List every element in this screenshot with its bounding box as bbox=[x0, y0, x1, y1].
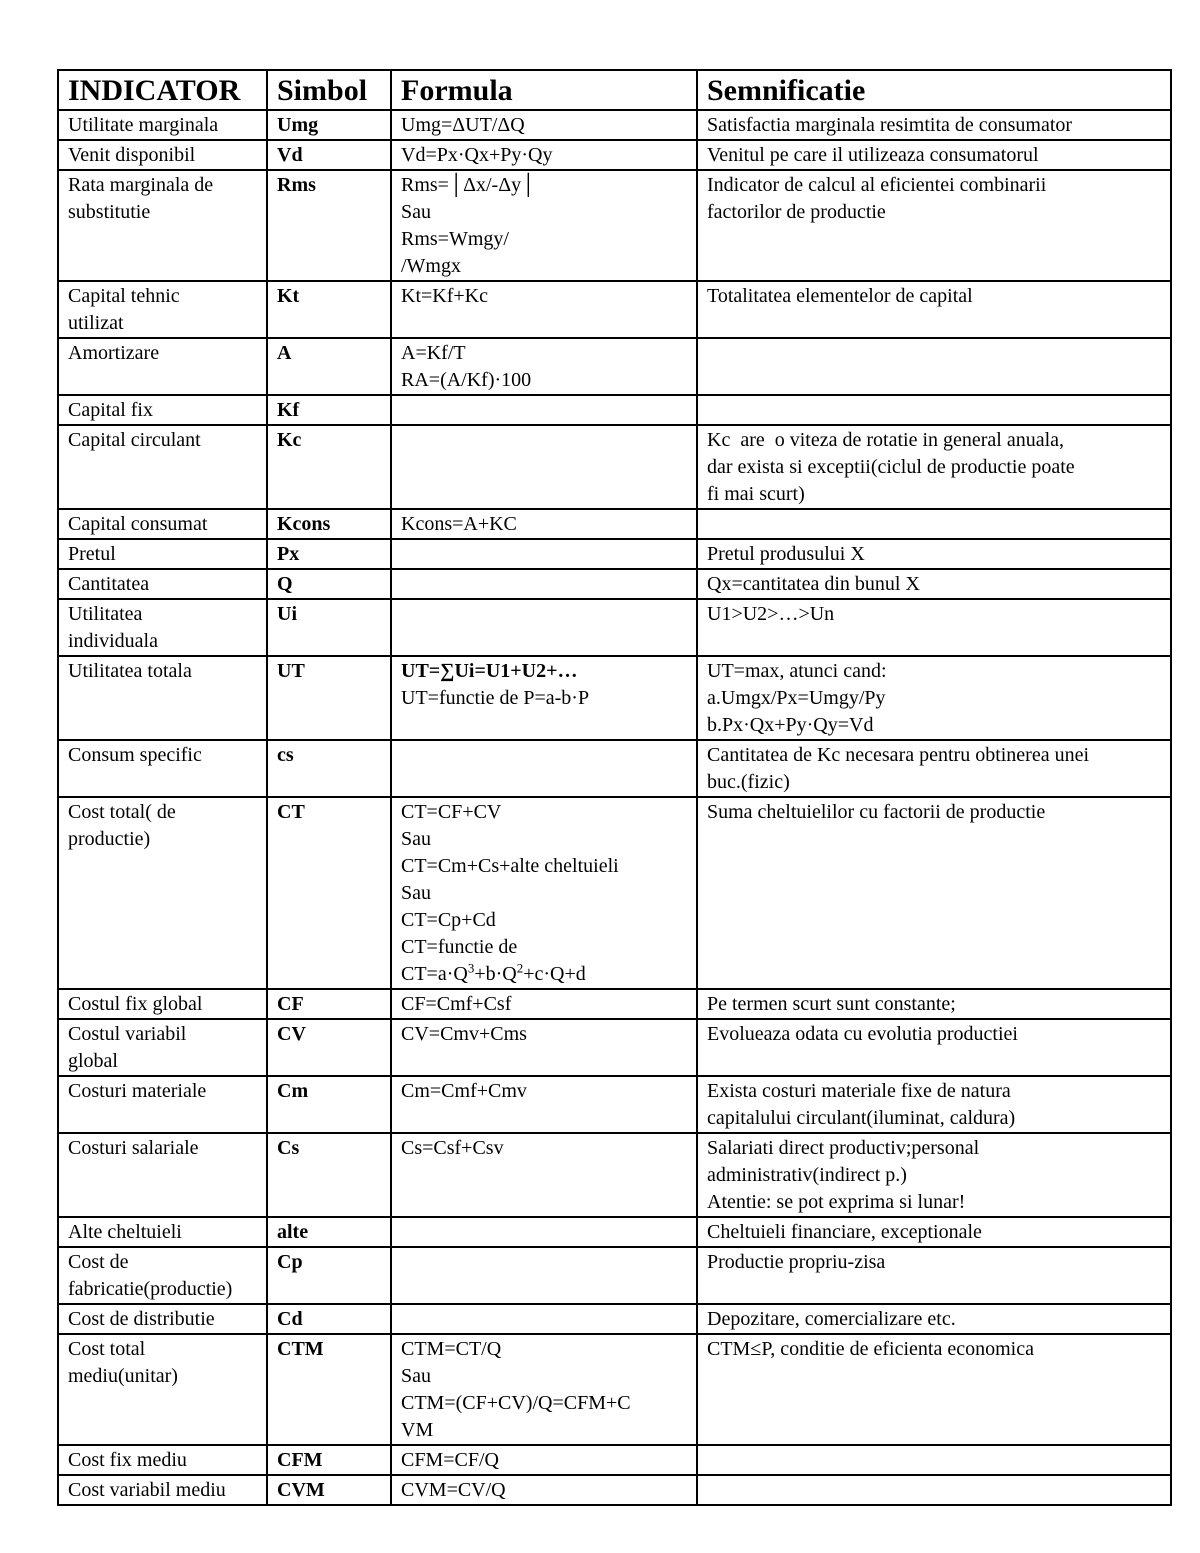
indicator-cell: Cost de fabricatie(productie) bbox=[58, 1247, 267, 1304]
formula-line: UT=functie de P=a-b·P bbox=[401, 687, 590, 709]
symbol-cell: A bbox=[267, 338, 391, 395]
meaning-cell: Qx=cantitatea din bunul X bbox=[697, 569, 1171, 599]
indicator-cell: Costuri salariale bbox=[58, 1133, 267, 1217]
meaning-cell: Pe termen scurt sunt constante; bbox=[697, 989, 1171, 1019]
table-row bbox=[58, 539, 1171, 569]
table-row bbox=[58, 1304, 1171, 1334]
meaning-cell: Satisfactia marginala resimtita de consumator bbox=[697, 110, 1171, 140]
formula-cell bbox=[391, 1247, 697, 1304]
table-row bbox=[58, 395, 1171, 425]
indicator-cell: Costul fix global bbox=[58, 989, 267, 1019]
formula-cell: Kt=Kf+Kc bbox=[391, 281, 697, 338]
formula-cell: Rms=│Δx/-Δy│ Sau Rms=Wmgy/ /Wmgx bbox=[391, 170, 697, 281]
indicator-cell: Cost fix mediu bbox=[58, 1445, 267, 1475]
indicator-cell: Utilitatea totala bbox=[58, 656, 267, 740]
table-row bbox=[58, 599, 1171, 656]
table-row bbox=[58, 338, 1171, 395]
formula-part: +c·Q+d bbox=[523, 963, 586, 985]
indicator-cell: Cost de distributie bbox=[58, 1304, 267, 1334]
meaning-cell: U1>U2>…>Un bbox=[697, 599, 1171, 656]
formula-cell bbox=[391, 539, 697, 569]
header-formula: Formula bbox=[391, 70, 697, 110]
table-row bbox=[58, 170, 1171, 281]
symbol-cell: Cs bbox=[267, 1133, 391, 1217]
indicator-cell: Consum specific bbox=[58, 740, 267, 797]
indicator-cell: Capital circulant bbox=[58, 425, 267, 509]
symbol-cell: CVM bbox=[267, 1475, 391, 1505]
meaning-cell: Suma cheltuielilor cu factorii de productie bbox=[697, 797, 1171, 989]
table-row bbox=[58, 110, 1171, 140]
symbol-cell: Kf bbox=[267, 395, 391, 425]
table-row bbox=[58, 140, 1171, 170]
meaning-cell bbox=[697, 1445, 1171, 1475]
symbol-cell: alte bbox=[267, 1217, 391, 1247]
exponent: 2 bbox=[516, 960, 524, 976]
symbol-cell: Px bbox=[267, 539, 391, 569]
symbol-cell: Kc bbox=[267, 425, 391, 509]
symbol-cell: CF bbox=[267, 989, 391, 1019]
table-row bbox=[58, 281, 1171, 338]
formula-cell: CF=Cmf+Csf bbox=[391, 989, 697, 1019]
indicator-cell: Alte cheltuieli bbox=[58, 1217, 267, 1247]
symbol-cell: Cm bbox=[267, 1076, 391, 1133]
table-row bbox=[58, 1019, 1171, 1076]
meaning-cell: Productie propriu-zisa bbox=[697, 1247, 1171, 1304]
meaning-cell: Totalitatea elementelor de capital bbox=[697, 281, 1171, 338]
meaning-cell: UT=max, atunci cand: a.Umgx/Px=Umgy/Py b.Px·Qx+Py·Qy=Vd bbox=[697, 656, 1171, 740]
formula-cell: Umg=ΔUT/ΔQ bbox=[391, 110, 697, 140]
indicator-cell: Capital fix bbox=[58, 395, 267, 425]
formula-cell: Kcons=A+KC bbox=[391, 509, 697, 539]
header-indicator: INDICATOR bbox=[58, 70, 267, 110]
formula-part: +b·Q bbox=[474, 963, 517, 985]
meaning-cell bbox=[697, 509, 1171, 539]
formula-cubic bbox=[401, 960, 586, 985]
meaning-cell: Evolueaza odata cu evolutia productiei bbox=[697, 1019, 1171, 1076]
table-row bbox=[58, 1475, 1171, 1505]
formula-line-bold: UT=∑Ui=U1+U2+… bbox=[401, 660, 578, 682]
indicator-cell: Utilitate marginala bbox=[58, 110, 267, 140]
formula-cell bbox=[391, 1304, 697, 1334]
symbol-cell: Kt bbox=[267, 281, 391, 338]
formula-cell: Cs=Csf+Csv bbox=[391, 1133, 697, 1217]
table-row bbox=[58, 1133, 1171, 1217]
meaning-cell: Kc are o viteza de rotatie in general anuala, dar exista si exceptii(ciclul de productie poate fi mai scurt) bbox=[697, 425, 1171, 509]
table-row bbox=[58, 1334, 1171, 1445]
meaning-cell bbox=[697, 338, 1171, 395]
formula-cell bbox=[391, 425, 697, 509]
meaning-cell: Venitul pe care il utilizeaza consumatorul bbox=[697, 140, 1171, 170]
meaning-cell: Pretul produsului X bbox=[697, 539, 1171, 569]
meaning-cell: Cheltuieli financiare, exceptionale bbox=[697, 1217, 1171, 1247]
meaning-cell bbox=[697, 1475, 1171, 1505]
table-row bbox=[58, 425, 1171, 509]
table-header-row bbox=[58, 70, 1171, 110]
symbol-cell: Ui bbox=[267, 599, 391, 656]
symbol-cell: UT bbox=[267, 656, 391, 740]
table-row bbox=[58, 1445, 1171, 1475]
meaning-cell: Exista costuri materiale fixe de natura capitalului circulant(iluminat, caldura) bbox=[697, 1076, 1171, 1133]
indicator-cell: Venit disponibil bbox=[58, 140, 267, 170]
formula-cell: CFM=CF/Q bbox=[391, 1445, 697, 1475]
table-row bbox=[58, 797, 1171, 989]
formula-part: CT=a·Q bbox=[401, 963, 468, 985]
formula-lines: CT=CF+CV Sau CT=Cm+Cs+alte cheltuieli Sau CT=Cp+Cd CT=functie de bbox=[401, 801, 619, 958]
table-row bbox=[58, 1076, 1171, 1133]
symbol-cell: CFM bbox=[267, 1445, 391, 1475]
formula-cell bbox=[391, 569, 697, 599]
symbol-cell: Umg bbox=[267, 110, 391, 140]
formula-cell bbox=[391, 1217, 697, 1247]
meaning-cell: Salariati direct productiv;personal administrativ(indirect p.) Atentie: se pot exprima si lunar! bbox=[697, 1133, 1171, 1217]
indicator-cell: Rata marginala de substitutie bbox=[58, 170, 267, 281]
table-row bbox=[58, 1247, 1171, 1304]
indicator-cell: Costul variabil global bbox=[58, 1019, 267, 1076]
header-semnificatie: Semnificatie bbox=[697, 70, 1171, 110]
formula-cell bbox=[391, 797, 697, 989]
formula-cell: Vd=Px·Qx+Py·Qy bbox=[391, 140, 697, 170]
document-page bbox=[57, 69, 1170, 1506]
formula-cell: A=Kf/T RA=(A/Kf)·100 bbox=[391, 338, 697, 395]
symbol-cell: CT bbox=[267, 797, 391, 989]
symbol-cell: Cd bbox=[267, 1304, 391, 1334]
indicator-cell: Cantitatea bbox=[58, 569, 267, 599]
indicator-cell: Cost variabil mediu bbox=[58, 1475, 267, 1505]
formula-cell bbox=[391, 740, 697, 797]
table-row bbox=[58, 1217, 1171, 1247]
table-row bbox=[58, 989, 1171, 1019]
table-row bbox=[58, 740, 1171, 797]
symbol-cell: CV bbox=[267, 1019, 391, 1076]
table-row bbox=[58, 509, 1171, 539]
meaning-cell: Cantitatea de Kc necesara pentru obtinerea unei buc.(fizic) bbox=[697, 740, 1171, 797]
header-simbol: Simbol bbox=[267, 70, 391, 110]
symbol-cell: Kcons bbox=[267, 509, 391, 539]
exponent: 3 bbox=[467, 960, 475, 976]
indicator-cell: Cost total mediu(unitar) bbox=[58, 1334, 267, 1445]
indicator-cell: Capital consumat bbox=[58, 509, 267, 539]
symbol-cell: CTM bbox=[267, 1334, 391, 1445]
meaning-cell bbox=[697, 395, 1171, 425]
table-row bbox=[58, 656, 1171, 740]
meaning-cell: Depozitare, comercializare etc. bbox=[697, 1304, 1171, 1334]
formula-cell: CVM=CV/Q bbox=[391, 1475, 697, 1505]
formula-cell bbox=[391, 656, 697, 740]
indicator-cell: Cost total( de productie) bbox=[58, 797, 267, 989]
formula-cell: Cm=Cmf+Cmv bbox=[391, 1076, 697, 1133]
indicator-cell: Amortizare bbox=[58, 338, 267, 395]
formula-cell: CTM=CT/Q Sau CTM=(CF+CV)/Q=CFM+C VM bbox=[391, 1334, 697, 1445]
formula-cell bbox=[391, 395, 697, 425]
table-row bbox=[58, 569, 1171, 599]
meaning-cell: Indicator de calcul al eficientei combinarii factorilor de productie bbox=[697, 170, 1171, 281]
indicators-table bbox=[57, 69, 1172, 1506]
formula-cell: CV=Cmv+Cms bbox=[391, 1019, 697, 1076]
indicator-cell: Costuri materiale bbox=[58, 1076, 267, 1133]
formula-cell bbox=[391, 599, 697, 656]
symbol-cell: cs bbox=[267, 740, 391, 797]
symbol-cell: Vd bbox=[267, 140, 391, 170]
indicator-cell: Capital tehnic utilizat bbox=[58, 281, 267, 338]
symbol-cell: Cp bbox=[267, 1247, 391, 1304]
symbol-cell: Rms bbox=[267, 170, 391, 281]
indicator-cell: Utilitatea individuala bbox=[58, 599, 267, 656]
meaning-cell: CTM≤P, conditie de eficienta economica bbox=[697, 1334, 1171, 1445]
indicator-cell: Pretul bbox=[58, 539, 267, 569]
symbol-cell: Q bbox=[267, 569, 391, 599]
